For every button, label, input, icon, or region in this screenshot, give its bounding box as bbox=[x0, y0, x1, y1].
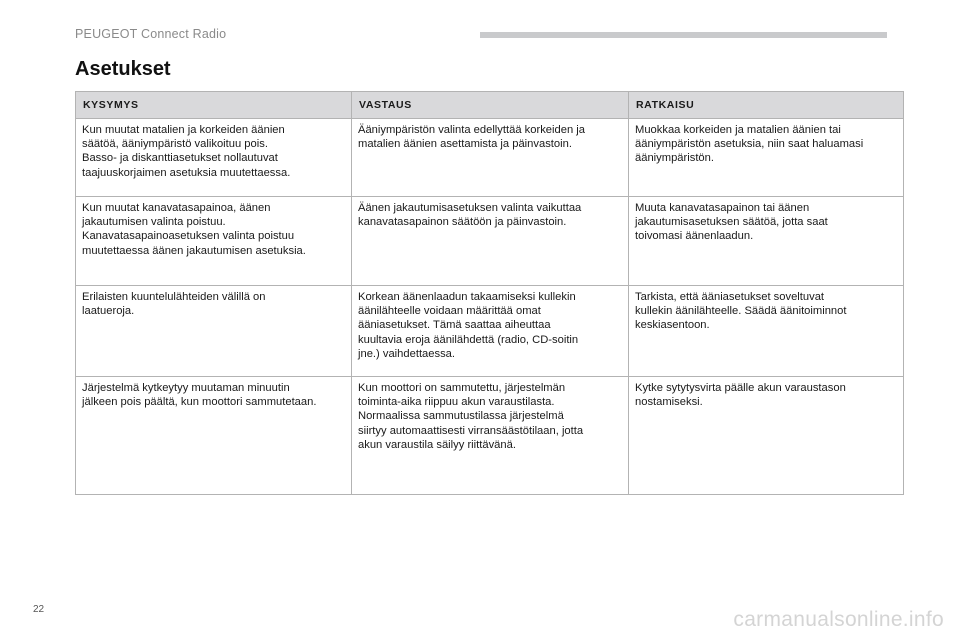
table-row bbox=[76, 377, 904, 495]
solution-cell: Kytke sytytysvirta päälle akun varaustason nostamiseksi. bbox=[629, 377, 904, 495]
table-row bbox=[76, 286, 904, 377]
header-title: PEUGEOT Connect Radio bbox=[75, 27, 227, 41]
question-cell: Kun muutat kanavatasapainoa, äänen jakautumisen valinta poistuu. Kanavatasapainoasetuksen valinta poistuu muutettaessa äänen jakautumisen asetuksia. bbox=[76, 197, 352, 286]
column-header-solution: RATKAISU bbox=[629, 92, 904, 119]
column-header-answer: VASTAUS bbox=[352, 92, 629, 119]
question-cell: Järjestelmä kytkeytyy muutaman minuutin jälkeen pois päältä, kun moottori sammutetaan. bbox=[76, 377, 352, 495]
table-header-row bbox=[76, 92, 904, 119]
table-row bbox=[76, 197, 904, 286]
faq-table bbox=[75, 91, 904, 495]
header-bar bbox=[480, 32, 887, 38]
solution-cell: Tarkista, että ääniasetukset soveltuvat kullekin äänilähteelle. Säädä äänitoiminnot keskiasentoon. bbox=[629, 286, 904, 377]
question-cell: Kun muutat matalien ja korkeiden äänien säätöä, ääniympäristö valikoituu pois. Basso- ja diskanttiasetukset nollautuvat taajuuskorjaimen asetuksia muutettaessa. bbox=[76, 119, 352, 197]
answer-cell: Ääniympäristön valinta edellyttää korkeiden ja matalien äänien asettamista ja päinvastoin. bbox=[352, 119, 629, 197]
table-row bbox=[76, 119, 904, 197]
question-cell: Erilaisten kuuntelulähteiden välillä on laatueroja. bbox=[76, 286, 352, 377]
answer-cell: Kun moottori on sammutettu, järjestelmän toiminta-aika riippuu akun varaustilasta. Normaalissa sammutustilassa järjestelmä siirtyy automaattisesti virransäästötilaan, jotta akun varaustila säilyy riittävänä. bbox=[352, 377, 629, 495]
solution-cell: Muuta kanavatasapainon tai äänen jakautumisasetuksen säätöä, jotta saat toivomasi äänenlaadun. bbox=[629, 197, 904, 286]
watermark-text: carmanualsonline.info bbox=[733, 608, 944, 631]
solution-cell: Muokkaa korkeiden ja matalien äänien tai ääniympäristön asetuksia, niin saat haluamasi ääniympäristön. bbox=[629, 119, 904, 197]
page-number: 22 bbox=[33, 604, 45, 615]
answer-cell: Korkean äänenlaadun takaamiseksi kullekin äänilähteelle voidaan määrittää omat ääniasetukset. Tämä saattaa aiheuttaa kuultavia eroja äänilähdettä (radio, CD-soitin jne.) vaihdettaessa. bbox=[352, 286, 629, 377]
column-header-question: KYSYMYS bbox=[76, 92, 352, 119]
answer-cell: Äänen jakautumisasetuksen valinta vaikuttaa kanavatasapainon säätöön ja päinvastoin. bbox=[352, 197, 629, 286]
section-title: Asetukset bbox=[75, 58, 171, 80]
